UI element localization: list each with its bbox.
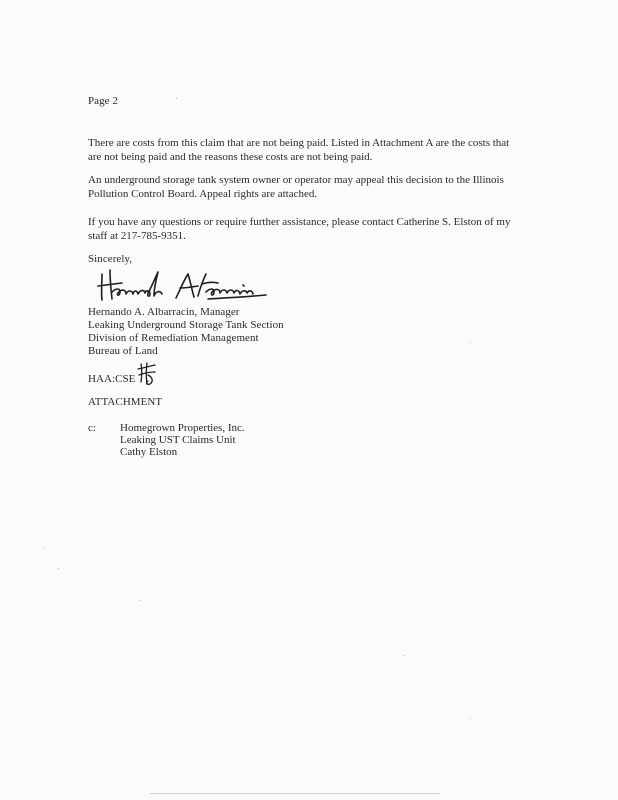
signer-division: Division of Remediation Management bbox=[88, 332, 259, 344]
paragraph-line: If you have any questions or require further assistance, please contact Catherine S. Elston of my bbox=[88, 216, 511, 228]
scan-speck bbox=[470, 718, 471, 719]
handwritten-signature bbox=[96, 266, 272, 306]
paragraph-contact bbox=[88, 215, 538, 243]
cc-recipient: Leaking UST Claims Unit bbox=[120, 434, 236, 446]
reference-initials: HAA:CSE bbox=[88, 373, 136, 385]
scan-speck bbox=[176, 98, 177, 99]
paragraph-costs bbox=[88, 136, 538, 164]
cc-label: c: bbox=[88, 422, 97, 434]
paragraph-appeal bbox=[88, 173, 538, 201]
scan-speck bbox=[470, 342, 471, 343]
closing-salutation: Sincerely, bbox=[88, 253, 133, 265]
handwritten-initials bbox=[136, 360, 158, 386]
paragraph-line: staff at 217-785-9351. bbox=[88, 230, 186, 242]
cc-recipient: Cathy Elston bbox=[120, 446, 178, 458]
scan-speck bbox=[58, 568, 59, 569]
paragraph-line: There are costs from this claim that are not being paid. Listed in Attachment A are the costs that bbox=[88, 137, 510, 149]
scan-speck bbox=[404, 655, 405, 656]
signer-section: Leaking Underground Storage Tank Section bbox=[88, 319, 284, 331]
cc-recipient: Homegrown Properties, Inc. bbox=[120, 422, 245, 434]
signer-name-title: Hernando A. Albarracin, Manager bbox=[88, 306, 240, 318]
scan-speck bbox=[44, 548, 45, 549]
paragraph-line: Pollution Control Board. Appeal rights are attached. bbox=[88, 188, 318, 200]
signer-bureau: Bureau of Land bbox=[88, 345, 158, 357]
paragraph-line: are not being paid and the reasons these costs are not being paid. bbox=[88, 151, 373, 163]
scan-edge-line bbox=[150, 793, 440, 794]
page-number: Page 2 bbox=[88, 95, 118, 107]
paragraph-line: An underground storage tank system owner or operator may appeal this decision to the Illinois bbox=[88, 174, 504, 186]
attachment-label: ATTACHMENT bbox=[88, 396, 163, 408]
scan-speck bbox=[140, 600, 141, 601]
cc-recipients bbox=[120, 422, 245, 458]
